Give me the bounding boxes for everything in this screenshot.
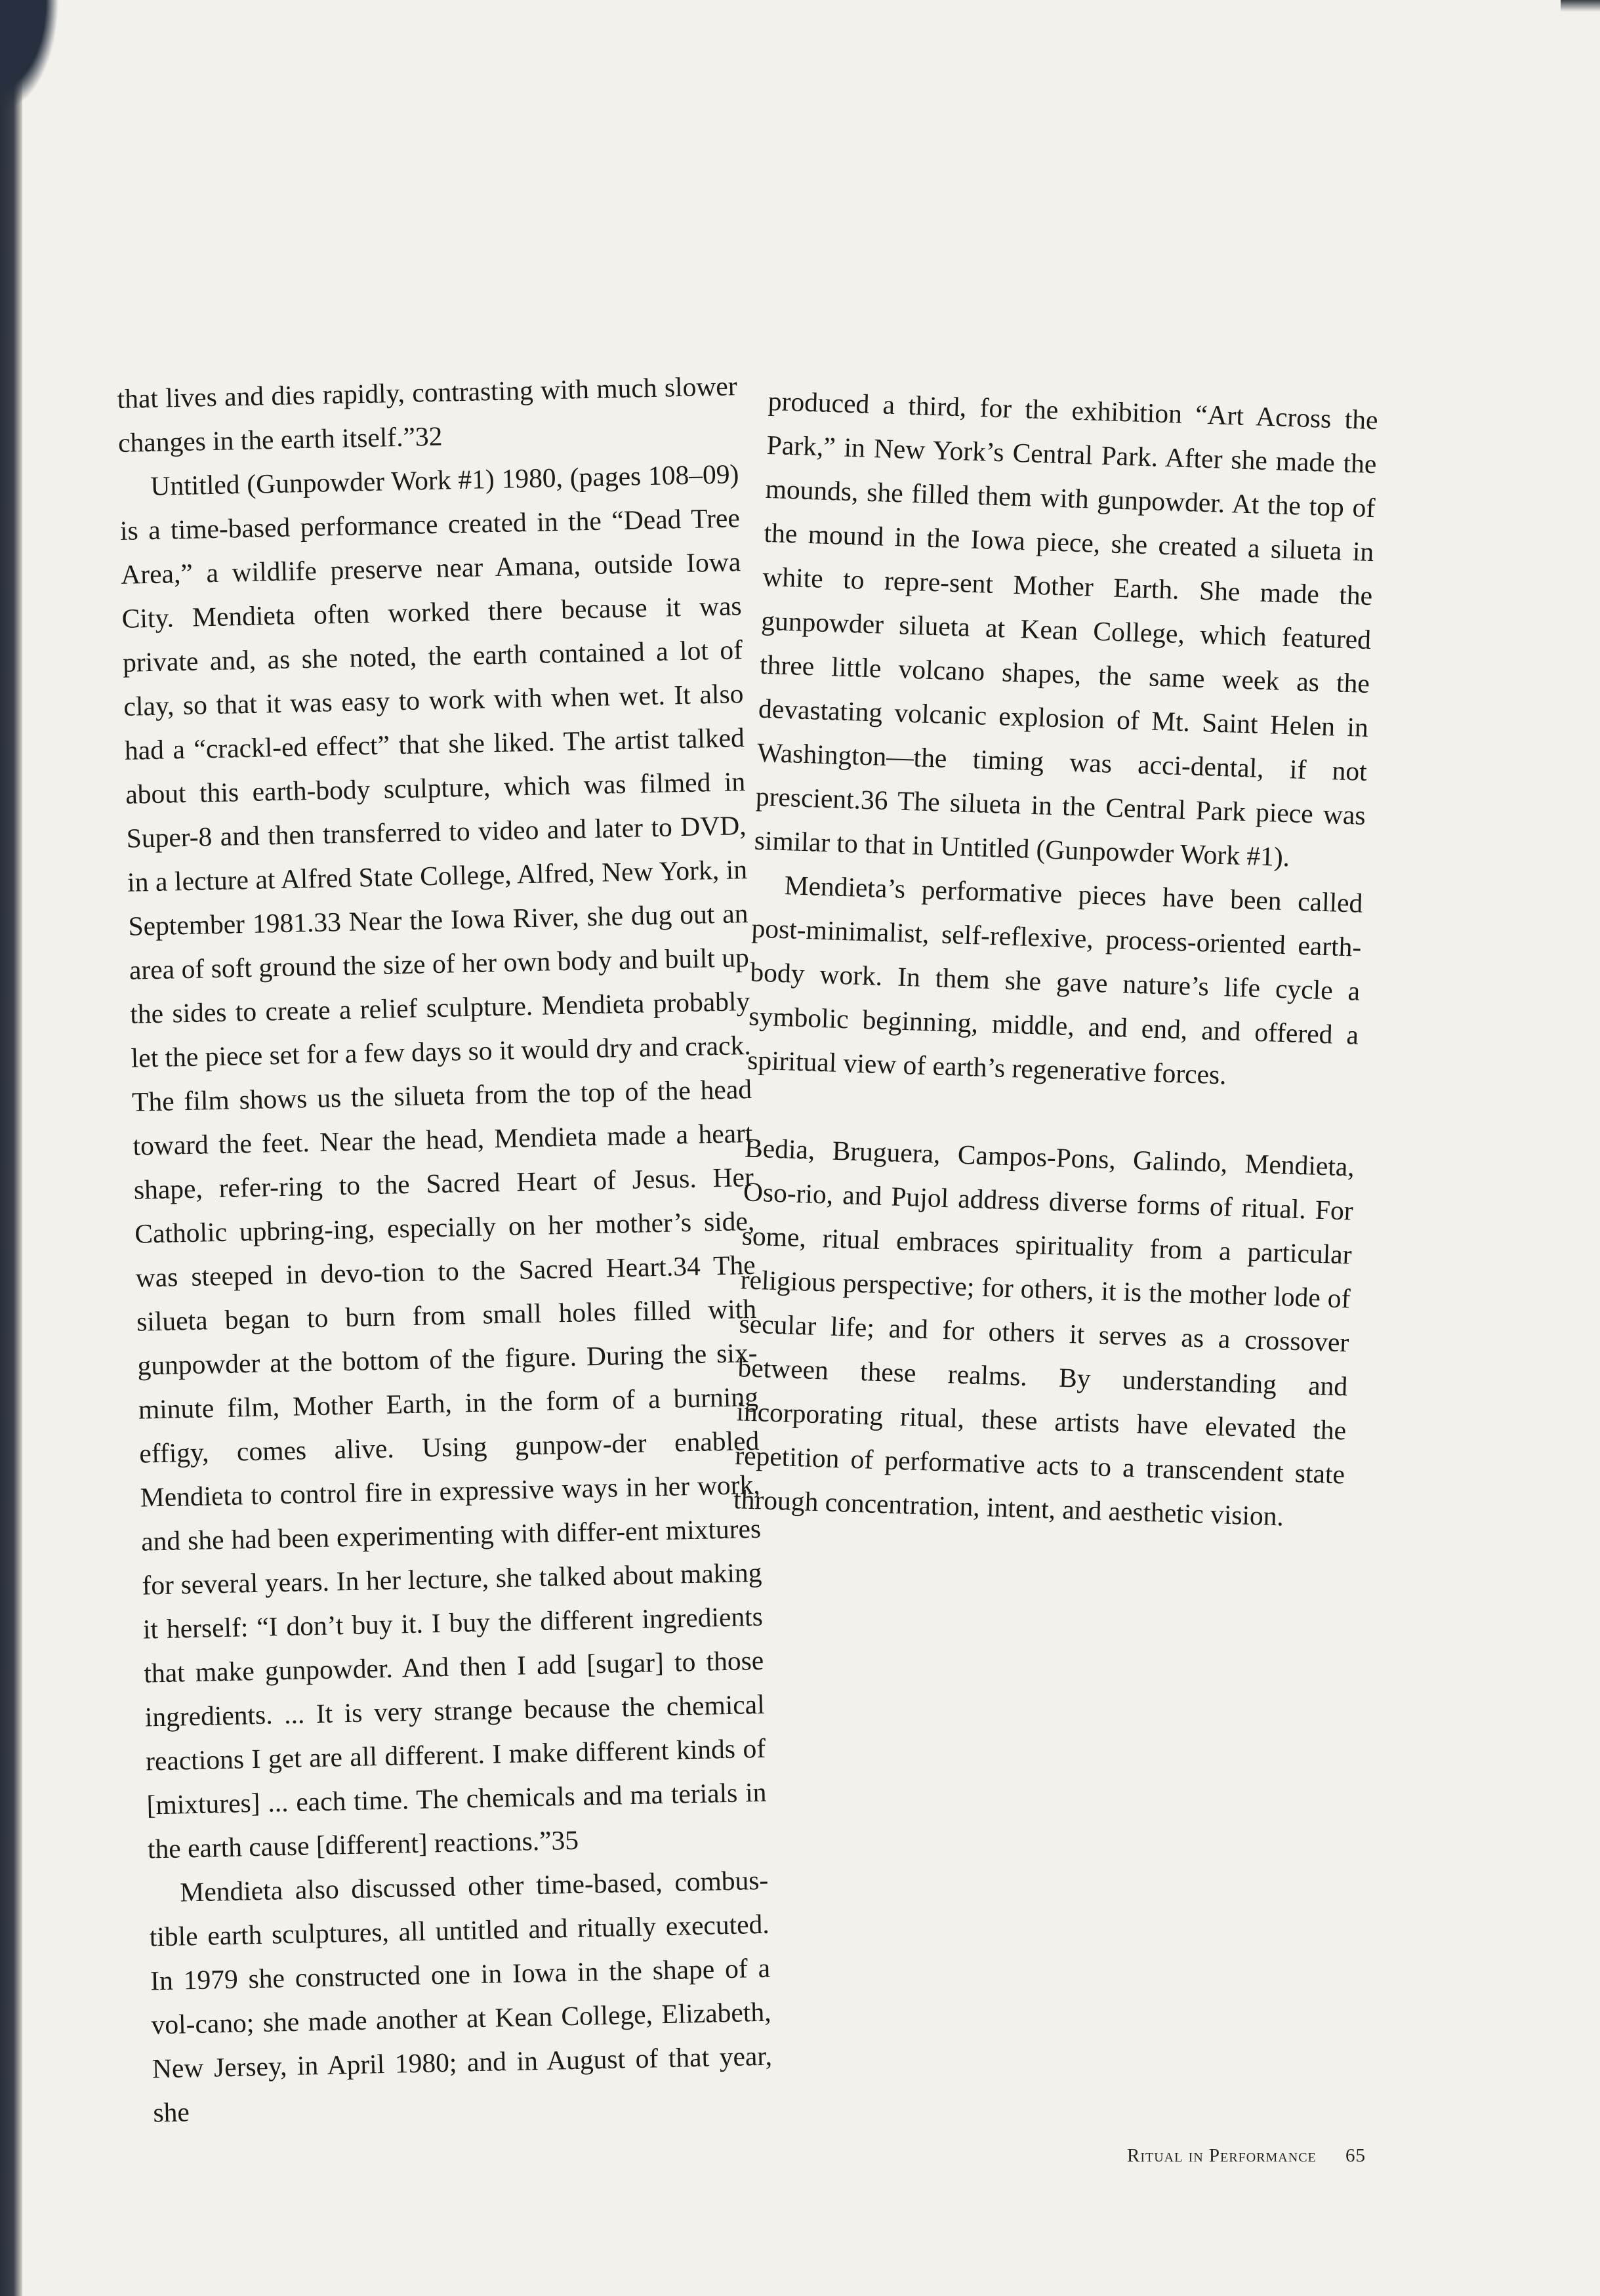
left-paragraph-3: Mendieta also discussed other time-based, combus-tible earth sculptures, all untitled and ritually executed. In 1979 she constructed one in Iowa in the shape of a vol-cano; she made another at Kean College, Elizabeth, New Jersey, in April 1980; and in August of that year, she [149, 1864, 773, 2128]
left-paragraph-2: Untitled (Gunpowder Work #1) 1980, (pages 108–09) is a time-based performance created in the “Dead Tree Area,” a wildlife preserve near Amana, outside Iowa City. Mendieta often worked there because it was private and, as she noted, the earth contained a lot of clay, so that it was easy to work with when wet. It also had a “crackl-ed effect” that she liked. The artist talked about this earth-body sculpture, which was filmed in Super-8 and then transferred to video and later to DVD, in a lecture at Alfred State College, Alfred, New York, in September 1981.33 Near the Iowa River, she dug out an area of soft ground the size of her own body and built up the sides to create a relief sculpture. Mendieta probably let the piece set for a few days so it would dry and crack. The film shows us the silueta from the top of the head toward the feet. Near the head, Mendieta made a heart shape, refer-ring to the Sacred Heart of Jesus. Her Catholic upbring-ing, especially on her mother’s side, was steeped in devo-tion to the Sacred Heart.34 The silueta began to burn from small holes filled with gunpowder at the bottom of the figure. During the six-minute film, Mother Earth, in the form of a burning effigy, comes alive. Using gunpow-der enabled Mendieta to control fire in expressive ways in her work, and she had been experimenting with differ-ent mixtures for several years. In her lecture, she talked about making it herself: “I don’t buy it. I buy the different ingredients that make gunpowder. And then I add [sugar] to those ingredients. ... It is very strange because the chemical reactions I get are all different. I make different kinds of [mixtures] ... each time. The chemicals and ma terials in the earth cause [different] reactions.”35 [119, 459, 767, 1864]
running-head: Ritual in Performance [1127, 2145, 1317, 2166]
page-corner-shadow [0, 0, 59, 112]
page-corner-right-shadow [1561, 0, 1600, 12]
left-text-column [117, 364, 773, 2135]
left-paragraph-1: that lives and dies rapidly, contrasting with much slower changes in the earth itself.”32 [117, 371, 737, 458]
right-paragraph-1: produced a third, for the exhibition “Art Across the Park,” in New York’s Central Park. After she made the mounds, she filled them with gunpowder. At the top of the mound in the Iowa piece, she created a silueta in white to repre-sent Mother Earth. She made the gunpowder silueta at Kean College, which featured three little volcano shapes, the same week as the devastating volcanic explosion of Mt. Saint Helen in Washington—the timing was acci-dental, if not prescient.36 The silueta in the Central Park piece was similar to that in Untitled (Gunpowder Work #1). [754, 385, 1379, 872]
page-edge-shadow [0, 0, 22, 2296]
right-paragraph-2: Mendieta’s performative pieces have been called post-minimalist, self-reflexive, process-oriented earth-body work. In them she gave nature’s life cycle a symbolic beginning, middle, and end, and offered a spiritual view of earth’s regenerative forces. [747, 870, 1364, 1090]
right-paragraph-3: Bedia, Bruguera, Campos-Pons, Galindo, Mendieta, Oso-rio, and Pujol address diverse forms of ritual. For some, ritual embraces spirituality from a particular religious perspective; for others, it is the mother lode of secular life; and for others it serves as a crossover between these realms. By understanding and incorporating ritual, these artists have elevated the repetition of performative acts to a transcendent state through concentration, intent, and aesthetic vision. [733, 1132, 1355, 1532]
right-text-column [733, 379, 1378, 1540]
page-number: 65 [1345, 2145, 1366, 2166]
page-footer [1127, 2145, 1366, 2167]
